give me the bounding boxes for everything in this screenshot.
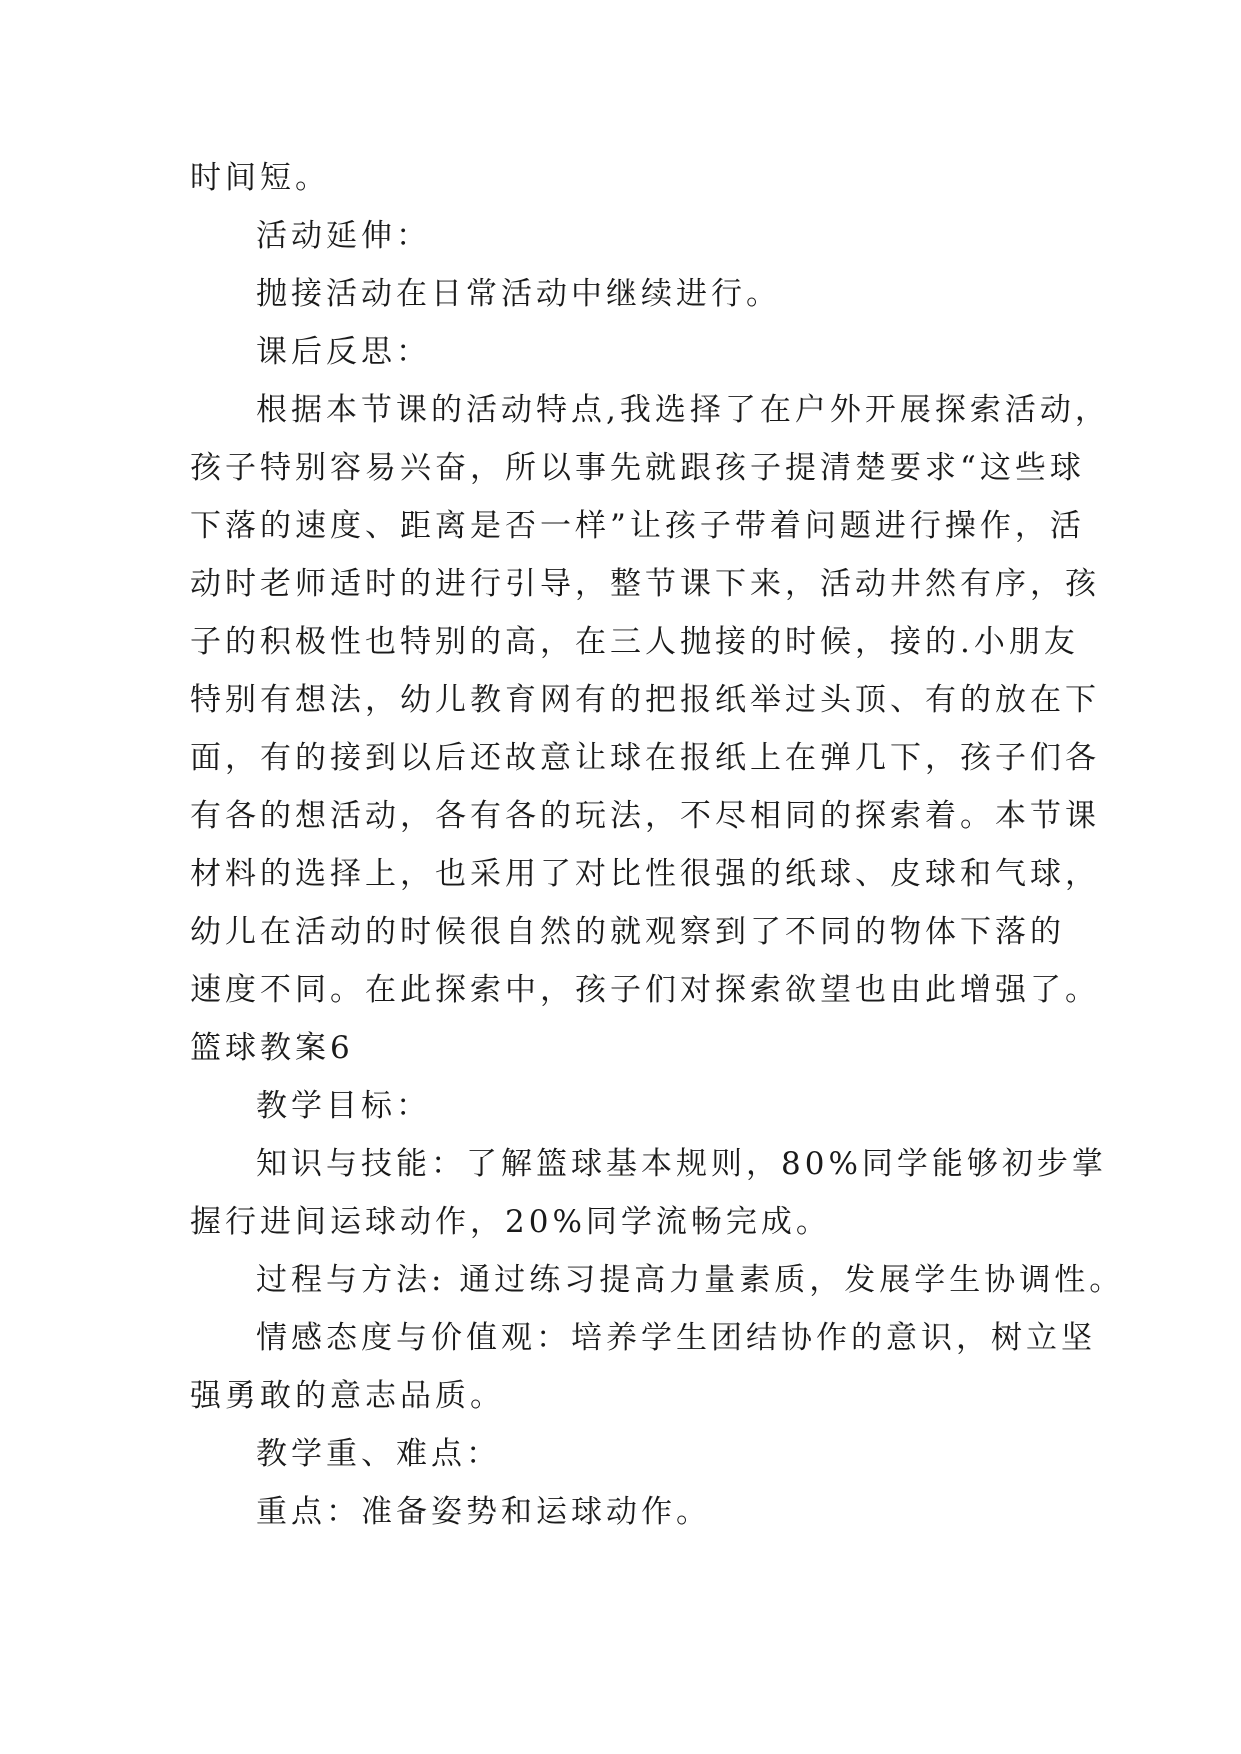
paragraph-line: 面，有的接到以后还故意让球在报纸上在弹几下，孩子们各: [190, 740, 1100, 776]
paragraph-line: 强勇敢的意志品质。: [190, 1378, 505, 1414]
paragraph-line: 材料的选择上，也采用了对比性很强的纸球、皮球和气球，: [190, 856, 1100, 892]
paragraph-line: 特别有想法，幼儿教育网有的把报纸举过头顶、有的放在下: [190, 682, 1100, 718]
paragraph-line: 动时老师适时的进行引导，整节课下来，活动井然有序，孩: [190, 566, 1100, 602]
paragraph-line: 孩子特别容易兴奋，所以事先就跟孩子提清楚要求“这些球: [190, 450, 1085, 486]
paragraph-line: 情感态度与价值观：培养学生团结协作的意识，树立坚: [256, 1320, 1096, 1356]
paragraph-line: 过程与方法: 通过练习提高力量素质，发展学生协调性。: [256, 1262, 1125, 1298]
paragraph-line: 幼儿在活动的时候很自然的就观察到了不同的物体下落的: [190, 914, 1065, 950]
paragraph-line: 根据本节课的活动特点,我选择了在户外开展探索活动，: [256, 392, 1110, 428]
section-heading-activity-extension: 活动延伸：: [256, 218, 431, 254]
paragraph-line: 重点：准备姿势和运球动作。: [256, 1494, 711, 1530]
paragraph-line: 速度不同。在此探索中，孩子们对探索欲望也由此增强了。: [190, 972, 1100, 1008]
paragraph-line: 抛接活动在日常活动中继续进行。: [256, 276, 781, 312]
section-heading-key-difficult-points: 教学重、难点：: [256, 1436, 501, 1472]
section-heading-teaching-goals: 教学目标：: [256, 1088, 431, 1124]
section-heading-reflection: 课后反思：: [256, 334, 431, 370]
paragraph-line: 有各的想活动，各有各的玩法，不尽相同的探索着。本节课: [190, 798, 1100, 834]
paragraph-line: 下落的速度、距离是否一样”让孩子带着问题进行操作，活: [190, 508, 1085, 544]
paragraph-line: 握行进间运球动作，20%同学流畅完成。: [190, 1204, 831, 1240]
paragraph-line: 时间短。: [190, 160, 330, 196]
section-title-basketball-plan: 篮球教案6: [190, 1030, 354, 1066]
paragraph-line: 子的积极性也特别的高，在三人抛接的时候，接的.小朋友: [190, 624, 1079, 660]
paragraph-line: 知识与技能：了解篮球基本规则，80%同学能够初步掌: [256, 1146, 1107, 1182]
